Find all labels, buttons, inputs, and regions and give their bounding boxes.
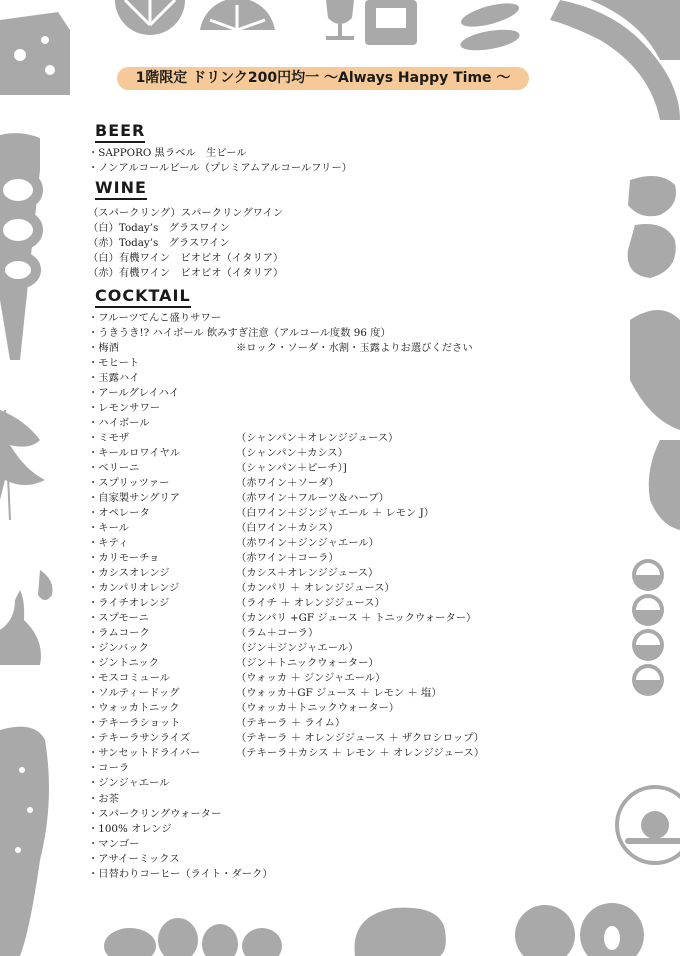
- drink-description: （赤ワイン＋コーラ）: [236, 552, 339, 565]
- drink-name: ・アサイーミックス: [88, 852, 180, 865]
- drink-description: （シャンパン＋カシス）: [236, 447, 349, 460]
- drink-name: ・フルーツてんこ盛りサワー: [88, 312, 222, 324]
- coffee-cup-icon: [617, 787, 680, 863]
- drink-name: ・テキーラショット: [88, 717, 181, 730]
- fish-icon: [0, 727, 49, 956]
- pepper-icon: [628, 176, 676, 278]
- drink-name: ・うきうき!? ハイボール 飲みすぎ注意（アルコール度数 96 度）: [88, 327, 391, 340]
- tomato-icon: [515, 903, 644, 956]
- drink-name: ・キール: [88, 522, 129, 535]
- drink-name: ・カリモーチョ: [88, 552, 160, 565]
- drink-description: （カシス＋オレンジジュース）: [236, 567, 379, 580]
- drink-name: ・カシスオレンジ: [88, 567, 170, 580]
- drink-name: ・お茶: [88, 792, 119, 805]
- egg-slice-icon: [632, 559, 664, 696]
- drink-name: ・ミモザ: [88, 432, 130, 445]
- drink-description: （カンパリ +GF ジュース ＋ トニックウォーター）: [236, 612, 477, 625]
- drink-name: ・ラムコーク: [88, 627, 150, 640]
- drink-name: ・スパークリングウォーター: [88, 807, 222, 820]
- drink-name: ・ベリーニ: [88, 462, 140, 475]
- drink-name: ・テキーラサンライズ: [88, 732, 191, 745]
- drink-description: （ラム＋コーラ）: [236, 627, 319, 640]
- drink-description: （シャンパン＋オレンジジュース）: [236, 432, 399, 445]
- wine-section-title: WINE: [95, 179, 147, 200]
- leaf-icon: [459, 0, 522, 54]
- drink-description: ※ロック・ソーダ・水割・玉露よりお選びください: [236, 342, 473, 355]
- steak-icon: [355, 908, 446, 956]
- drink-description: （赤ワイン＋ジンジャエール）: [236, 537, 379, 550]
- shrimp-icon: [550, 0, 680, 120]
- drink-description: （ジン＋トニックウォーター）: [236, 657, 379, 670]
- drink-name: ・カンパリオレンジ: [88, 582, 180, 595]
- herb-icon: [0, 410, 45, 520]
- drink-name: ・レモンサワー: [88, 402, 161, 415]
- drink-name: ・アールグレイハイ: [88, 387, 180, 400]
- drink-name: ・玉露ハイ: [88, 372, 140, 385]
- drink-description: （赤ワイン＋フルーツ＆ハーブ）: [236, 492, 389, 505]
- oyster-icon: [104, 918, 282, 956]
- drink-name: ・モヒート: [88, 357, 140, 370]
- drink-description: （ウォッカ＋トニックウォーター）: [236, 702, 400, 715]
- drink-description: （テキーラ ＋ ライム）: [236, 717, 346, 730]
- drink-description: （テキーラ＋カシス ＋ レモン ＋ オレンジジュース）: [236, 747, 485, 760]
- beet-icon: [630, 310, 680, 530]
- drink-name: ・自家製サングリア: [88, 492, 180, 505]
- wine-bottle-icon: [365, 0, 417, 45]
- drink-name: ・ハイボール: [88, 417, 150, 430]
- drink-name: ・ソルティードッグ: [88, 687, 180, 700]
- drink-name: ・オペレータ: [88, 507, 150, 520]
- drink-name: ・マンゴー: [88, 837, 140, 850]
- drink-name: ・スプモーニ: [88, 612, 149, 625]
- cheese-icon: [0, 12, 70, 95]
- drink-description: （カンパリ ＋ オレンジジュース）: [236, 582, 395, 595]
- drink-description: （白ワイン＋カシス）: [236, 522, 339, 535]
- drink-description: （ウォッカ ＋ ジンジャエール）: [236, 672, 386, 685]
- citrus-slice-icon: [115, 0, 275, 35]
- drink-name: ・ウォッカトニック: [88, 702, 180, 715]
- drink-name: ・キティ: [88, 537, 129, 550]
- drink-description: （ウォッカ＋GF ジュース ＋ レモン ＋ 塩）: [236, 687, 442, 700]
- drink-name: ・サンセットドライバー: [88, 747, 201, 760]
- drink-name: ・モスコミュール: [88, 672, 170, 685]
- drink-description: （ジン＋ジンジャエール）: [236, 642, 359, 655]
- beer-section-title: BEER: [95, 122, 145, 143]
- drink-name: ・スプリッツァー: [88, 477, 170, 490]
- drink-description: （テキーラ ＋ オレンジジュース ＋ ザクロシロップ）: [236, 732, 484, 745]
- drink-name: ・日替わりコーヒー（ライト・ダーク）: [88, 867, 273, 880]
- drink-description: （赤ワイン＋ソーダ）: [236, 477, 339, 490]
- drink-name: ・ライチオレンジ: [88, 597, 170, 610]
- drink-name: ・梅酒: [88, 342, 119, 355]
- drink-name: ・キールロワイヤル: [88, 447, 181, 460]
- drink-description: （ライチ ＋ オレンジジュース）: [236, 597, 385, 610]
- drink-description: （白ワイン＋ジンジャエール ＋ レモン J）: [236, 507, 435, 520]
- drink-name: ・100% オレンジ: [88, 822, 172, 835]
- drink-description: （シャンパン＋ピーチ）]: [236, 462, 347, 475]
- cocktail-section-title: COCKTAIL: [95, 287, 191, 308]
- garlic-icon: [0, 570, 53, 665]
- wine-glass-icon: [326, 0, 354, 40]
- happy-time-banner: 1階限定 ドリンク200円均一 ～Always Happy Time ～: [117, 67, 529, 90]
- drink-name: ・コーラ: [88, 762, 130, 775]
- carrot-icon: [0, 133, 40, 360]
- drink-name: ・ジンジャエール: [88, 777, 170, 790]
- drink-name: ・ジントニック: [88, 657, 159, 670]
- drink-name: ・ジンバック: [88, 642, 149, 655]
